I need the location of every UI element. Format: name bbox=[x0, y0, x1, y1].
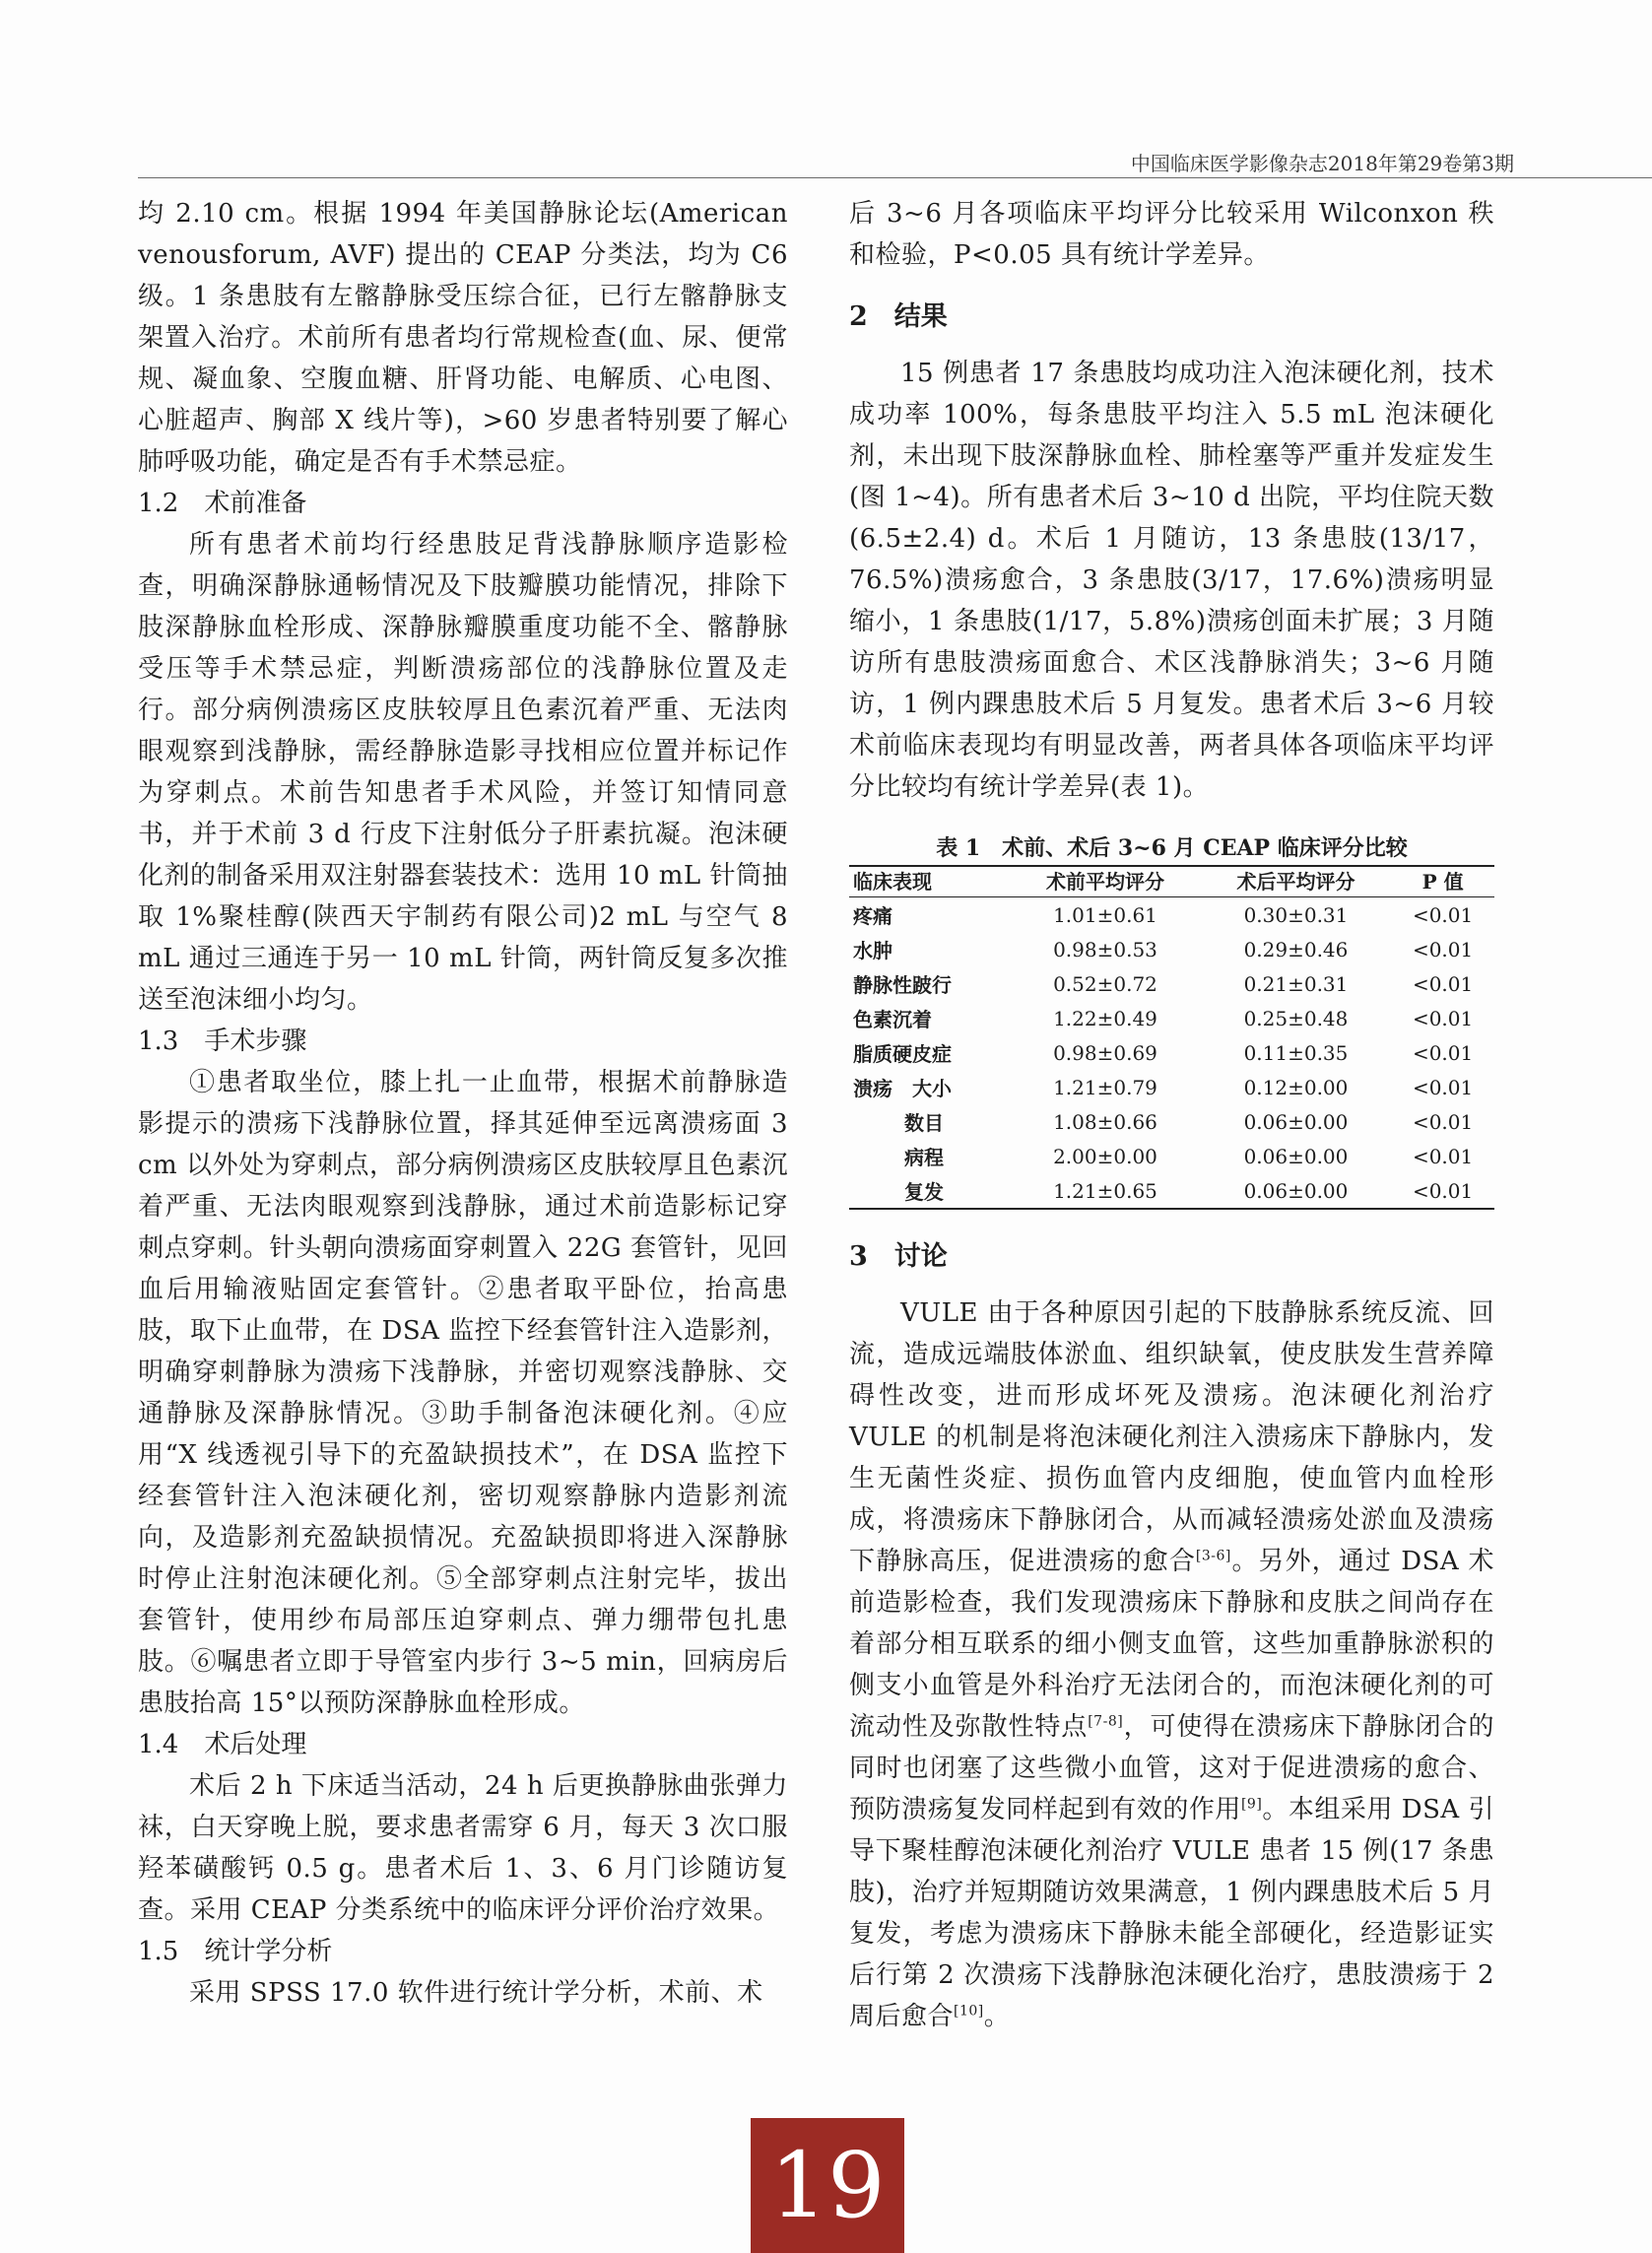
post-score: 0.06±0.00 bbox=[1243, 1144, 1349, 1168]
row-label: 溃疡 大小 bbox=[853, 1077, 952, 1100]
row-label: 疼痛 bbox=[853, 904, 892, 928]
post-score: 0.30±0.31 bbox=[1243, 902, 1349, 927]
p-value: <0.01 bbox=[1412, 1040, 1474, 1065]
post-score: 0.06±0.00 bbox=[1201, 1173, 1391, 1209]
pre-score: 2.00±0.00 bbox=[1053, 1144, 1157, 1168]
paragraph-1-4: 术后 2 h 下床适当活动，24 h 后更换静脉曲张弹力袜，白天穿晚上脱，要求患者需穿 6 月，每天 3 次口服羟苯磺酸钙 0.5 g。患者术后 1、3、6 月门诊随访复查。采用 CEAP 分类系统中的临床评分评价治疗效果。 bbox=[138, 1771, 788, 1925]
table-row bbox=[849, 1001, 1494, 1035]
table-row bbox=[849, 1173, 1494, 1209]
running-title: 中国临床医学影像杂志2018年第29卷第3期 bbox=[1130, 152, 1514, 175]
col-header-clinical: 临床表现 bbox=[849, 866, 1010, 897]
table-row bbox=[849, 1035, 1494, 1070]
row-label: 静脉性跛行 bbox=[853, 973, 952, 997]
row-label: 复发 bbox=[849, 1173, 1010, 1209]
pre-score: 1.21±0.65 bbox=[1010, 1173, 1200, 1209]
heading-1-4: 1.4 术后处理 bbox=[138, 1730, 307, 1759]
heading-1-5: 1.5 统计学分析 bbox=[138, 1937, 333, 1966]
paragraph-continued: 后 3~6 月各项临床平均评分比较采用 Wilconxon 秩和检验，P<0.05 具有统计学差异。 bbox=[849, 199, 1494, 270]
heading-results: 2 结果 bbox=[849, 301, 948, 332]
post-score: 0.11±0.35 bbox=[1243, 1040, 1349, 1065]
post-score: 0.25±0.48 bbox=[1243, 1006, 1349, 1030]
paragraph-1-5: 采用 SPSS 17.0 软件进行统计学分析，术前、术 bbox=[189, 1978, 763, 2008]
page-number: 19 bbox=[751, 2118, 904, 2253]
pre-score: 1.21±0.79 bbox=[1053, 1075, 1157, 1099]
pre-score: 0.98±0.69 bbox=[1053, 1040, 1157, 1065]
paragraph-results: 15 例患者 17 条患肢均成功注入泡沫硬化剂，技术成功率 100%，每条患肢平均注入 5.5 mL 泡沫硬化剂，未出现下肢深静脉血栓、肺栓塞等严重并发症发生(图 1~4)。所有患者术后 3~10 d 出院，平均住院天数(6.5±2.4) d。术后 1 月随访，13 条患肢(13/17，76.5%)溃疡愈合，3 条患肢(3/17，17.6%)溃疡明显缩小，1 条患肢(1/17，5.8%)溃疡创面未扩展；3 月随访所有患肢溃疡面愈合、术区浅静脉消失；3~6 月随访，1 例内踝患肢术后 5 月复发。患者术后 3~6 月较术前临床表现均有明显改善，两者具体各项临床平均评分比较均有统计学差异(表 1)。 bbox=[849, 359, 1494, 802]
p-value: <0.01 bbox=[1412, 1075, 1474, 1099]
post-score: 0.06±0.00 bbox=[1243, 1109, 1349, 1134]
discussion-text-b: 。另外，通过 DSA 术前造影检查，我们发现溃疡床下静脉和皮肤之间尚存在着部分相互联系的细小侧支血管，这些加重静脉淤积的侧支小血管是外科治疗无法闭合的，而泡沫硬化剂的可流动性及弥散性特点 bbox=[849, 1547, 1494, 1742]
pre-score: 1.08±0.66 bbox=[1053, 1109, 1157, 1134]
p-value: <0.01 bbox=[1412, 1109, 1474, 1134]
discussion-text-e: 。 bbox=[983, 2002, 1011, 2031]
pre-score: 0.98±0.53 bbox=[1053, 937, 1157, 961]
pre-score: 1.01±0.61 bbox=[1053, 902, 1157, 927]
paragraph-intro: 均 2.10 cm。根据 1994 年美国静脉论坛(American venousforum, AVF) 提出的 CEAP 分类法，均为 C6 级。1 条患肢有左髂静脉受压综合征，已行左髂静脉支架置入治疗。术前所有患者均行常规检查(血、尿、便常规、凝血象、空腹血糖、肝肾功能、电解质、心电图、心脏超声、胸部 X 线片等)，>60 岁患者特别要了解心肺呼吸功能，确定是否有手术禁忌症。 bbox=[138, 199, 788, 477]
p-value: <0.01 bbox=[1391, 1173, 1494, 1209]
citation-10: [10] bbox=[954, 2003, 984, 2020]
row-label: 数目 bbox=[904, 1111, 944, 1135]
table-header-row bbox=[849, 866, 1494, 897]
paragraph-discussion bbox=[849, 1292, 1494, 2037]
heading-1-3: 1.3 手术步骤 bbox=[138, 1027, 307, 1056]
pre-score: 1.22±0.49 bbox=[1053, 1006, 1157, 1030]
row-label: 色素沉着 bbox=[853, 1008, 932, 1031]
post-score: 0.29±0.46 bbox=[1243, 937, 1349, 961]
paragraph-1-2: 所有患者术前均行经患肢足背浅静脉顺序造影检查，明确深静脉通畅情况及下肢瓣膜功能情况，排除下肢深静脉血栓形成、深静脉瓣膜重度功能不全、髂静脉受压等手术禁忌症，判断溃疡部位的浅静脉位置及走行。部分病例溃疡区皮肤较厚且色素沉着严重、无法肉眼观察到浅静脉，需经静脉造影寻找相应位置并标记作为穿刺点。术前告知患者手术风险，并签订知情同意书，并于术前 3 d 行皮下注射低分子肝素抗凝。泡沫硬化剂的制备采用双注射器套装技术：选用 10 mL 针筒抽取 1%聚桂醇(陕西天宇制药有限公司)2 mL 与空气 8 mL 通过三通连于另一 10 mL 针筒，两针筒反复多次推送至泡沫细小均匀。 bbox=[138, 530, 788, 1015]
table-1 bbox=[849, 831, 1494, 1210]
p-value: <0.01 bbox=[1412, 971, 1474, 996]
heading-discussion: 3 讨论 bbox=[849, 1241, 948, 1272]
table-row bbox=[849, 897, 1494, 933]
left-column bbox=[138, 193, 788, 2014]
row-label: 脂质硬皮症 bbox=[853, 1042, 952, 1066]
table-row bbox=[849, 932, 1494, 966]
row-label: 病程 bbox=[904, 1146, 944, 1169]
p-value: <0.01 bbox=[1412, 937, 1474, 961]
col-header-p: P 值 bbox=[1391, 866, 1494, 897]
p-value: <0.01 bbox=[1412, 1144, 1474, 1168]
p-value: <0.01 bbox=[1412, 902, 1474, 927]
table-row bbox=[849, 1104, 1494, 1139]
post-score: 0.12±0.00 bbox=[1243, 1075, 1349, 1099]
right-column bbox=[849, 193, 1494, 2037]
citation-7-8: [7-8] bbox=[1088, 1713, 1124, 1730]
discussion-text-a: VULE 由于各种原因引起的下肢静脉系统反流、回流，造成远端肢体淤血、组织缺氧，使皮肤发生营养障碍性改变，进而形成坏死及溃疡。泡沫硬化剂治疗 VULE 的机制是将泡沫硬化剂注入溃疡床下静脉内，发生无菌性炎症、损伤血管内皮细胞，使血管内血栓形成，将溃疡床下静脉闭合，从而减轻溃疡处淤血及溃疡下静脉高压，促进溃疡的愈合 bbox=[849, 1298, 1494, 1576]
table-row bbox=[849, 1070, 1494, 1104]
citation-9: [9] bbox=[1240, 1796, 1263, 1813]
table-row bbox=[849, 966, 1494, 1001]
ceap-score-table bbox=[849, 865, 1494, 1210]
paragraph-1-3: ①患者取坐位，膝上扎一止血带，根据术前静脉造影提示的溃疡下浅静脉位置，择其延伸至远离溃疡面 3 cm 以外处为穿刺点，部分病例溃疡区皮肤较厚且色素沉着严重、无法肉眼观察到浅静脉，通过术前造影标记穿刺点穿刺。针头朝向溃疡面穿刺置入 22G 套管针，见回血后用输液贴固定套管针。②患者取平卧位，抬高患肢，取下止血带，在 DSA 监控下经套管针注入造影剂，明确穿刺静脉为溃疡下浅静脉，并密切观察浅静脉、交通静脉及深静脉情况。③助手制备泡沫硬化剂。④应用“X 线透视引导下的充盈缺损技术”，在 DSA 监控下经套管针注入泡沫硬化剂，密切观察静脉内造影剂流向，及造影剂充盈缺损情况。充盈缺损即将进入深静脉时停止注射泡沫硬化剂。⑤全部穿刺点注射完毕，拔出套管针，使用纱布局部压迫穿刺点、弹力绷带包扎患肢。⑥嘱患者立即于导管室内步行 3~5 min，回病房后患肢抬高 15°以预防深静脉血栓形成。 bbox=[138, 1068, 788, 1718]
citation-3-6: [3-6] bbox=[1195, 1548, 1231, 1564]
table-caption: 表 1 术前、术后 3~6 月 CEAP 临床评分比较 bbox=[936, 835, 1408, 861]
post-score: 0.21±0.31 bbox=[1243, 971, 1349, 996]
col-header-pre: 术前平均评分 bbox=[1010, 866, 1200, 897]
header-rule bbox=[138, 177, 1652, 178]
discussion-text-c: ，可使得在溃疡床下静脉闭合的同时也闭塞了这些微小血管，这对于促进溃疡的愈合、预防溃疡复发同样起到有效的作用 bbox=[849, 1712, 1494, 1824]
p-value: <0.01 bbox=[1412, 1006, 1474, 1030]
row-label: 水肿 bbox=[853, 939, 892, 962]
heading-1-2: 1.2 术前准备 bbox=[138, 489, 307, 518]
discussion-text-d: 。本组采用 DSA 引导下聚桂醇泡沫硬化剂治疗 VULE 患者 15 例(17 条患肢)，治疗并短期随访效果满意，1 例内踝患肢术后 5 月复发，考虑为溃疡床下静脉未能全部硬化，经造影证实后行第 2 次溃疡下浅静脉泡沫硬化治疗，患肢溃疡于 2 周后愈合 bbox=[849, 1795, 1494, 2031]
col-header-post: 术后平均评分 bbox=[1201, 866, 1391, 897]
table-row bbox=[849, 1139, 1494, 1173]
pre-score: 0.52±0.72 bbox=[1053, 971, 1157, 996]
